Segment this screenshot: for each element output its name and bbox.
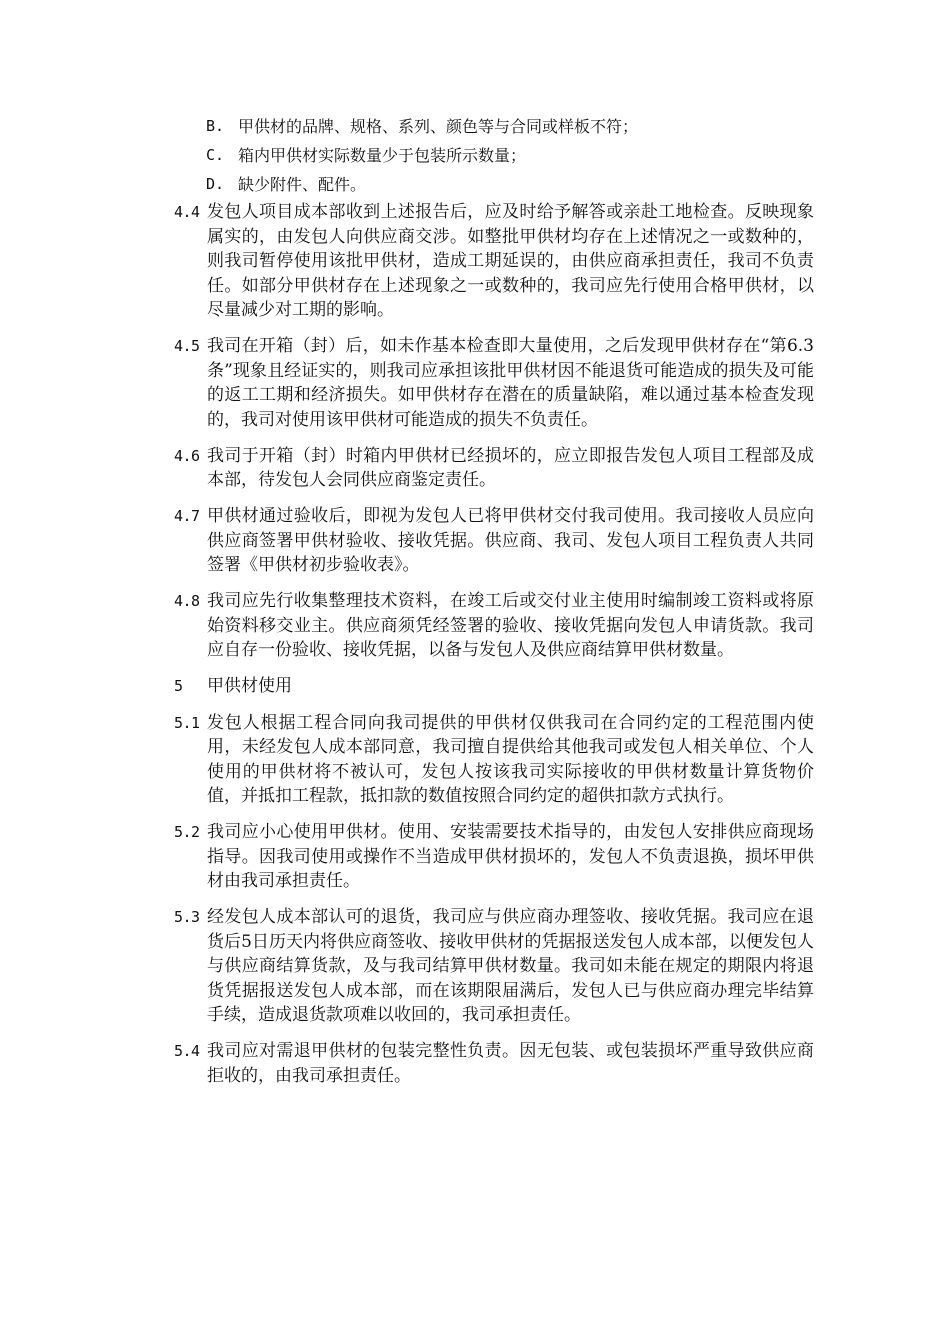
list-item-letter: D. bbox=[206, 175, 225, 193]
list-item-letter: B. bbox=[206, 117, 225, 135]
clause-number: 4.8 bbox=[174, 592, 200, 610]
list-item bbox=[206, 170, 826, 199]
clause-5-2 bbox=[174, 820, 814, 894]
list-item-letter: C. bbox=[206, 146, 225, 164]
clause-number: 5.1 bbox=[174, 713, 200, 732]
clause-number: 4.7 bbox=[174, 507, 200, 525]
section-heading bbox=[174, 674, 814, 699]
document-body bbox=[174, 200, 814, 1100]
clause-text: 我司于开箱（封）时箱内甲供材已经损坏的，应立即报告发包人项目工程部及成本部，待发包人会同供应商鉴定责任。 bbox=[207, 445, 814, 490]
clause-text: 我司在开箱（封）后，如未作基本检查即大量使用，之后发现甲供材存在“第6.3条”现象且经证实的，则我司应承担该批甲供材因不能退货可能造成的损失及可能的返工工期和经济损失。如甲供材存在潜在的质量缺陷，难以通过基本检查发现的，我司对使用该甲供材可能造成的损失不负责任。 bbox=[207, 336, 814, 430]
list-item bbox=[206, 141, 826, 170]
clause-number: 5.2 bbox=[174, 823, 200, 841]
clause-number: 4.4 bbox=[174, 203, 200, 221]
clause-number: 4.6 bbox=[174, 446, 200, 465]
clause-5-1 bbox=[174, 711, 814, 809]
clause-4-7 bbox=[174, 504, 814, 578]
clause-text: 我司应对需退甲供材的包装完整性负责。因无包装、或包装损坏严重导致供应商拒收的，由我司承担责任。 bbox=[207, 1041, 814, 1086]
clause-text: 发包人根据工程合同向我司提供的甲供材仅供我司在合同约定的工程范围内使用，未经发包人成本部同意，我司擅自提供给其他我司或发包人相关单位、个人使用的甲供材将不被认可，发包人按该我司实际接收的甲供材数量计算货物价值，并抵扣工程款，抵扣款的数值按照合同约定的超供扣款方式执行。 bbox=[207, 712, 814, 806]
clause-text: 我司应小心使用甲供材。使用、安装需要技术指导的，由发包人安排供应商现场指导。因我司使用或操作不当造成甲供材损坏的，发包人不负责退换，损坏甲供材由我司承担责任。 bbox=[207, 822, 814, 891]
list-item-text: 甲供材的品牌、规格、系列、颜色等与合同或样板不符； bbox=[238, 117, 639, 136]
clause-number: 4.5 bbox=[174, 337, 200, 355]
clause-5-3 bbox=[174, 905, 814, 1028]
clause-text: 发包人项目成本部收到上述报告后，应及时给予解答或亲赴工地检查。反映现象属实的，由发包人向供应商交涉。如整批甲供材均存在上述情况之一或数种的，则我司暂停使用该批甲供材，造成工期延误的，由供应商承担责任，我司不负责任。如部分甲供材存在上述现象之一或数种的，我司应先行使用合格甲供材，以尽量减少对工期的影响。 bbox=[207, 202, 814, 320]
clause-text: 甲供材通过验收后，即视为发包人已将甲供材交付我司使用。我司接收人员应向供应商签署甲供材验收、接收凭据。供应商、我司、发包人项目工程负责人共同签署《甲供材初步验收表》。 bbox=[207, 506, 814, 575]
clause-5-4 bbox=[174, 1039, 814, 1088]
list-item-text: 箱内甲供材实际数量少于包装所示数量； bbox=[238, 146, 527, 165]
clause-4-6 bbox=[174, 444, 814, 493]
clause-text: 经发包人成本部认可的退货，我司应与供应商办理签收、接收凭据。我司应在退货后5日历天内将供应商签收、接收甲供材的凭据报送发包人成本部，以便发包人与供应商结算货款，及与我司结算甲供材数量。我司如未能在规定的期限内将退货凭据报送发包人成本部，而在该期限届满后，发包人已与供应商办理完毕结算手续，造成退货款项难以收回的，我司承担责任。 bbox=[207, 907, 814, 1025]
clause-number: 5.3 bbox=[174, 908, 200, 926]
clause-number: 5.4 bbox=[174, 1042, 200, 1060]
clause-text: 我司应先行收集整理技术资料，在竣工后或交付业主使用时编制竣工资料或将原始资料移交业主。供应商须凭经签署的验收、接收凭据向发包人申请货款。我司应自存一份验收、接收凭据，以备与发包人及供应商结算甲供材数量。 bbox=[207, 591, 814, 660]
list-item-text: 缺少附件、配件。 bbox=[238, 175, 367, 194]
section-title: 甲供材使用 bbox=[207, 676, 292, 696]
clause-4-5 bbox=[174, 334, 814, 432]
clause-4-8 bbox=[174, 589, 814, 663]
list-item bbox=[206, 112, 826, 141]
defect-list bbox=[206, 112, 826, 199]
clause-4-4 bbox=[174, 200, 814, 323]
section-number: 5 bbox=[174, 677, 184, 695]
